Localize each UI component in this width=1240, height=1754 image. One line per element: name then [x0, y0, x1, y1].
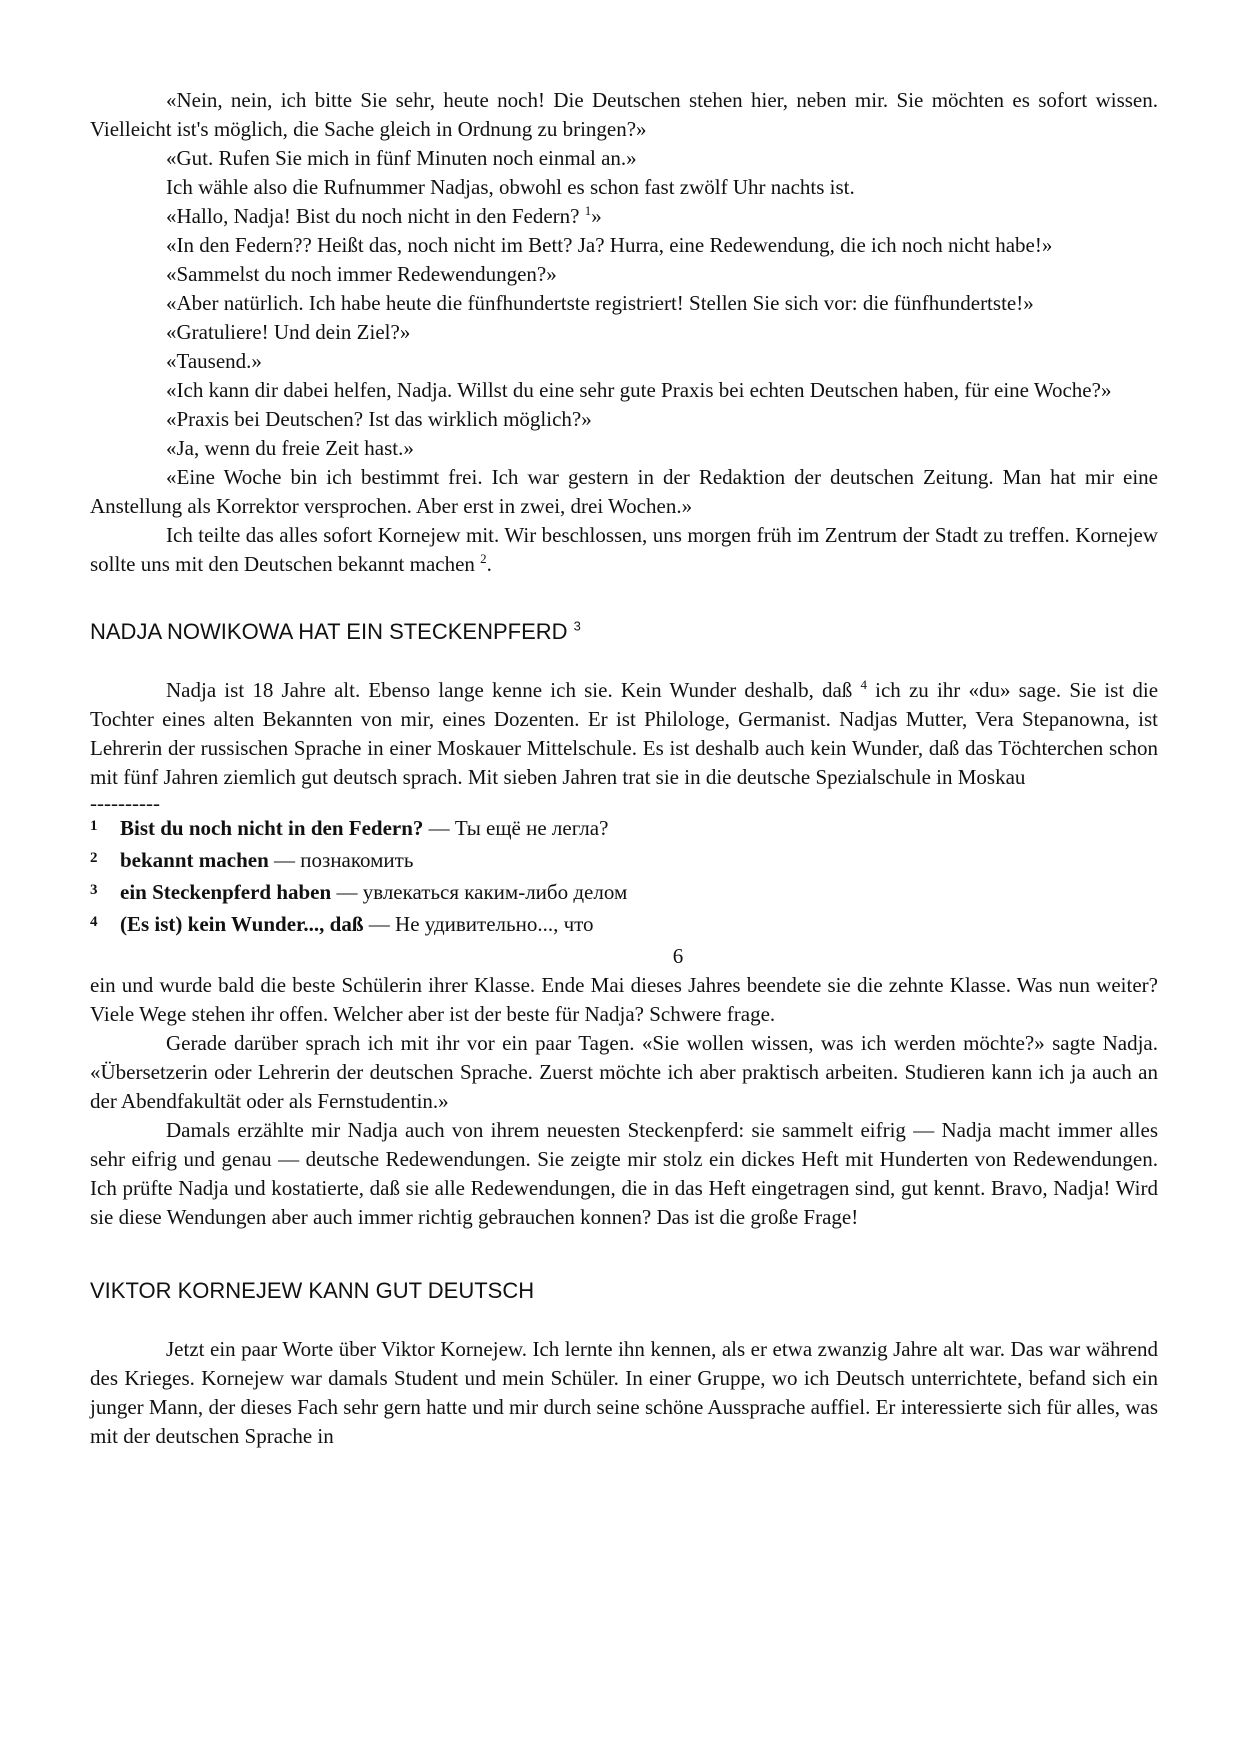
heading-text: NADJA NOWIKOWA HAT EIN STECKENPFERD: [90, 619, 568, 644]
paragraph: [90, 676, 1158, 792]
paragraph-text: »: [591, 204, 602, 228]
footnote: [90, 846, 1158, 878]
footnote: [90, 878, 1158, 910]
paragraph: «Sammelst du noch immer Redewendungen?»: [166, 262, 557, 286]
section-heading: [90, 617, 1158, 647]
footnote-term: ein Steckenpferd haben: [120, 880, 332, 904]
footnote-ref: 2: [480, 551, 487, 566]
paragraph: «In den Federn?? Heißt das, noch nicht im Bett? Ja? Hurra, eine Redewendung, die ich noch nicht habe!»: [166, 233, 1053, 257]
paragraph: «Aber natürlich. Ich habe heute die fünfhundertste registriert! Stellen Sie sich vor: die fünfhundertste!»: [166, 291, 1034, 315]
footnote-ref: 4: [860, 677, 867, 692]
paragraph: Ich wähle also die Rufnummer Nadjas, obwohl es schon fast zwölf Uhr nachts ist.: [166, 175, 855, 199]
paragraph: Gerade darüber sprach ich mit ihr vor ein paar Tagen. «Sie wollen wissen, was ich werden möchte?» sagte Nadja. «Übersetzerin oder Lehrerin der deutschen Sprache. Zuerst möchte ich aber praktisch arbeiten. Studieren kann ich ja auch an der Abendfakultät oder als Fernstudentin.»: [90, 1031, 1158, 1113]
paragraph-text: «Hallo, Nadja! Bist du noch nicht in den Federn?: [166, 204, 580, 228]
paragraph: «Eine Woche bin ich bestimmt frei. Ich war gestern in der Redaktion der deutschen Zeitung. Man hat mir eine Anstellung als Korrektor versprochen. Aber erst in zwei, drei Wochen.»: [90, 465, 1158, 518]
footnote-number: 3: [90, 882, 98, 898]
footnote-number: 1: [90, 818, 98, 834]
footnote-translation: — Ты ещё не легла?: [423, 816, 609, 840]
paragraph: Damals erzählte mir Nadja auch von ihrem neuesten Steckenpferd: sie sammelt eifrig — Nadja macht immer alles sehr eifrig und genau — deutsche Redewendungen. Sie zeigte mir stolz ein dickes Heft mit Hunderten von Redewendungen. Ich prüfte Nadja und kostatierte, daß sie alle Redewendungen, die in das Heft eingetragen sind, gut kennt. Bravo, Nadja! Wird sie diese Wendungen aber auch immer richtig gebrauchen konnen? Das ist die große Frage!: [90, 1118, 1158, 1229]
paragraph: «Ich kann dir dabei helfen, Nadja. Willst du eine sehr gute Praxis bei echten Deutschen haben, für eine Woche?»: [166, 378, 1112, 402]
footnote-number: 2: [90, 850, 98, 866]
footnote-ref: 1: [584, 203, 592, 218]
page-number: 6: [672, 944, 684, 968]
paragraph: Jetzt ein paar Worte über Viktor Kornejew. Ich lernte ihn kennen, als er etwa zwanzig Jahre alt war. Das war während des Krieges. Kornejew war damals Student und mein Schüler. In einer Gruppe, wo ich Deutsch unterrichtete, befand sich ein junger Mann, der dieses Fach sehr gern hatte und mir durch seine schöne Aussprache auffiel. Er interessierte sich für alles, was mit der deutschen Sprache in: [90, 1337, 1158, 1448]
paragraph-text: Ich teilte das alles sofort Kornejew mit. Wir beschlossen, uns morgen früh im Zentrum der Stadt zu treffen. Kornejew sollte uns mit den Deutschen bekannt machen: [90, 523, 1158, 576]
footnote-translation: — познакомить: [268, 848, 414, 872]
paragraph: «Gratuliere! Und dein Ziel?»: [166, 320, 411, 344]
paragraph: [90, 521, 1158, 579]
paragraph: «Tausend.»: [166, 349, 262, 373]
footnote-term: Bist du noch nicht in den Federn?: [120, 816, 424, 840]
document-page: [90, 86, 1158, 1451]
paragraph-text: Nadja ist 18 Jahre alt. Ebenso lange kenne ich sie. Kein Wunder deshalb, daß: [166, 678, 853, 702]
footnote-term: bekannt machen: [120, 848, 269, 872]
paragraph: ein und wurde bald die beste Schülerin ihrer Klasse. Ende Mai dieses Jahres beendete sie die zehnte Klasse. Was nun weiter? Viele Wege stehen ihr offen. Welcher aber ist der beste für Nadja? Schwere frage.: [90, 973, 1158, 1026]
footnote-translation: — увлекаться каким-либо делом: [331, 880, 628, 904]
footnote-separator: ----------: [90, 791, 160, 815]
section-heading: VIKTOR KORNEJEW KANN GUT DEUTSCH: [90, 1278, 535, 1303]
footnote-term: (Es ist) kein Wunder..., daß: [120, 912, 364, 936]
footnote-number: 4: [90, 914, 98, 930]
paragraph: «Praxis bei Deutschen? Ist das wirklich möglich?»: [166, 407, 592, 431]
footnote-translation: — Не удивительно..., что: [363, 912, 594, 936]
paragraph: [90, 202, 1158, 231]
paragraph-text: ich zu ihr «du» sage. Sie ist die Tochter eines alten Bekannten von mir, eines Dozenten. Er ist Philologe, Germanist. Nadjas Mutter, Vera Stepanowna, ist Lehrerin der russischen Sprache in einer Moskauer Mittelschule. Es ist deshalb auch kein Wunder, daß das Töchterchen schon mit fünf Jahren ziemlich gut deutsch sprach. Mit sieben Jahren trat sie in die deutsche Spezialschule in Moskau: [90, 678, 1159, 789]
paragraph: «Gut. Rufen Sie mich in fünf Minuten noch einmal an.»: [166, 146, 637, 170]
paragraph-text: .: [486, 552, 492, 576]
footnote: [90, 910, 1158, 942]
paragraph: «Ja, wenn du freie Zeit hast.»: [166, 436, 414, 460]
footnote: [90, 814, 1158, 846]
footnote-ref: 3: [573, 618, 581, 634]
paragraph: «Nein, nein, ich bitte Sie sehr, heute noch! Die Deutschen stehen hier, neben mir. Sie möchten es sofort wissen. Vielleicht ist's möglich, die Sache gleich in Ordnung zu bringen?»: [90, 88, 1158, 141]
